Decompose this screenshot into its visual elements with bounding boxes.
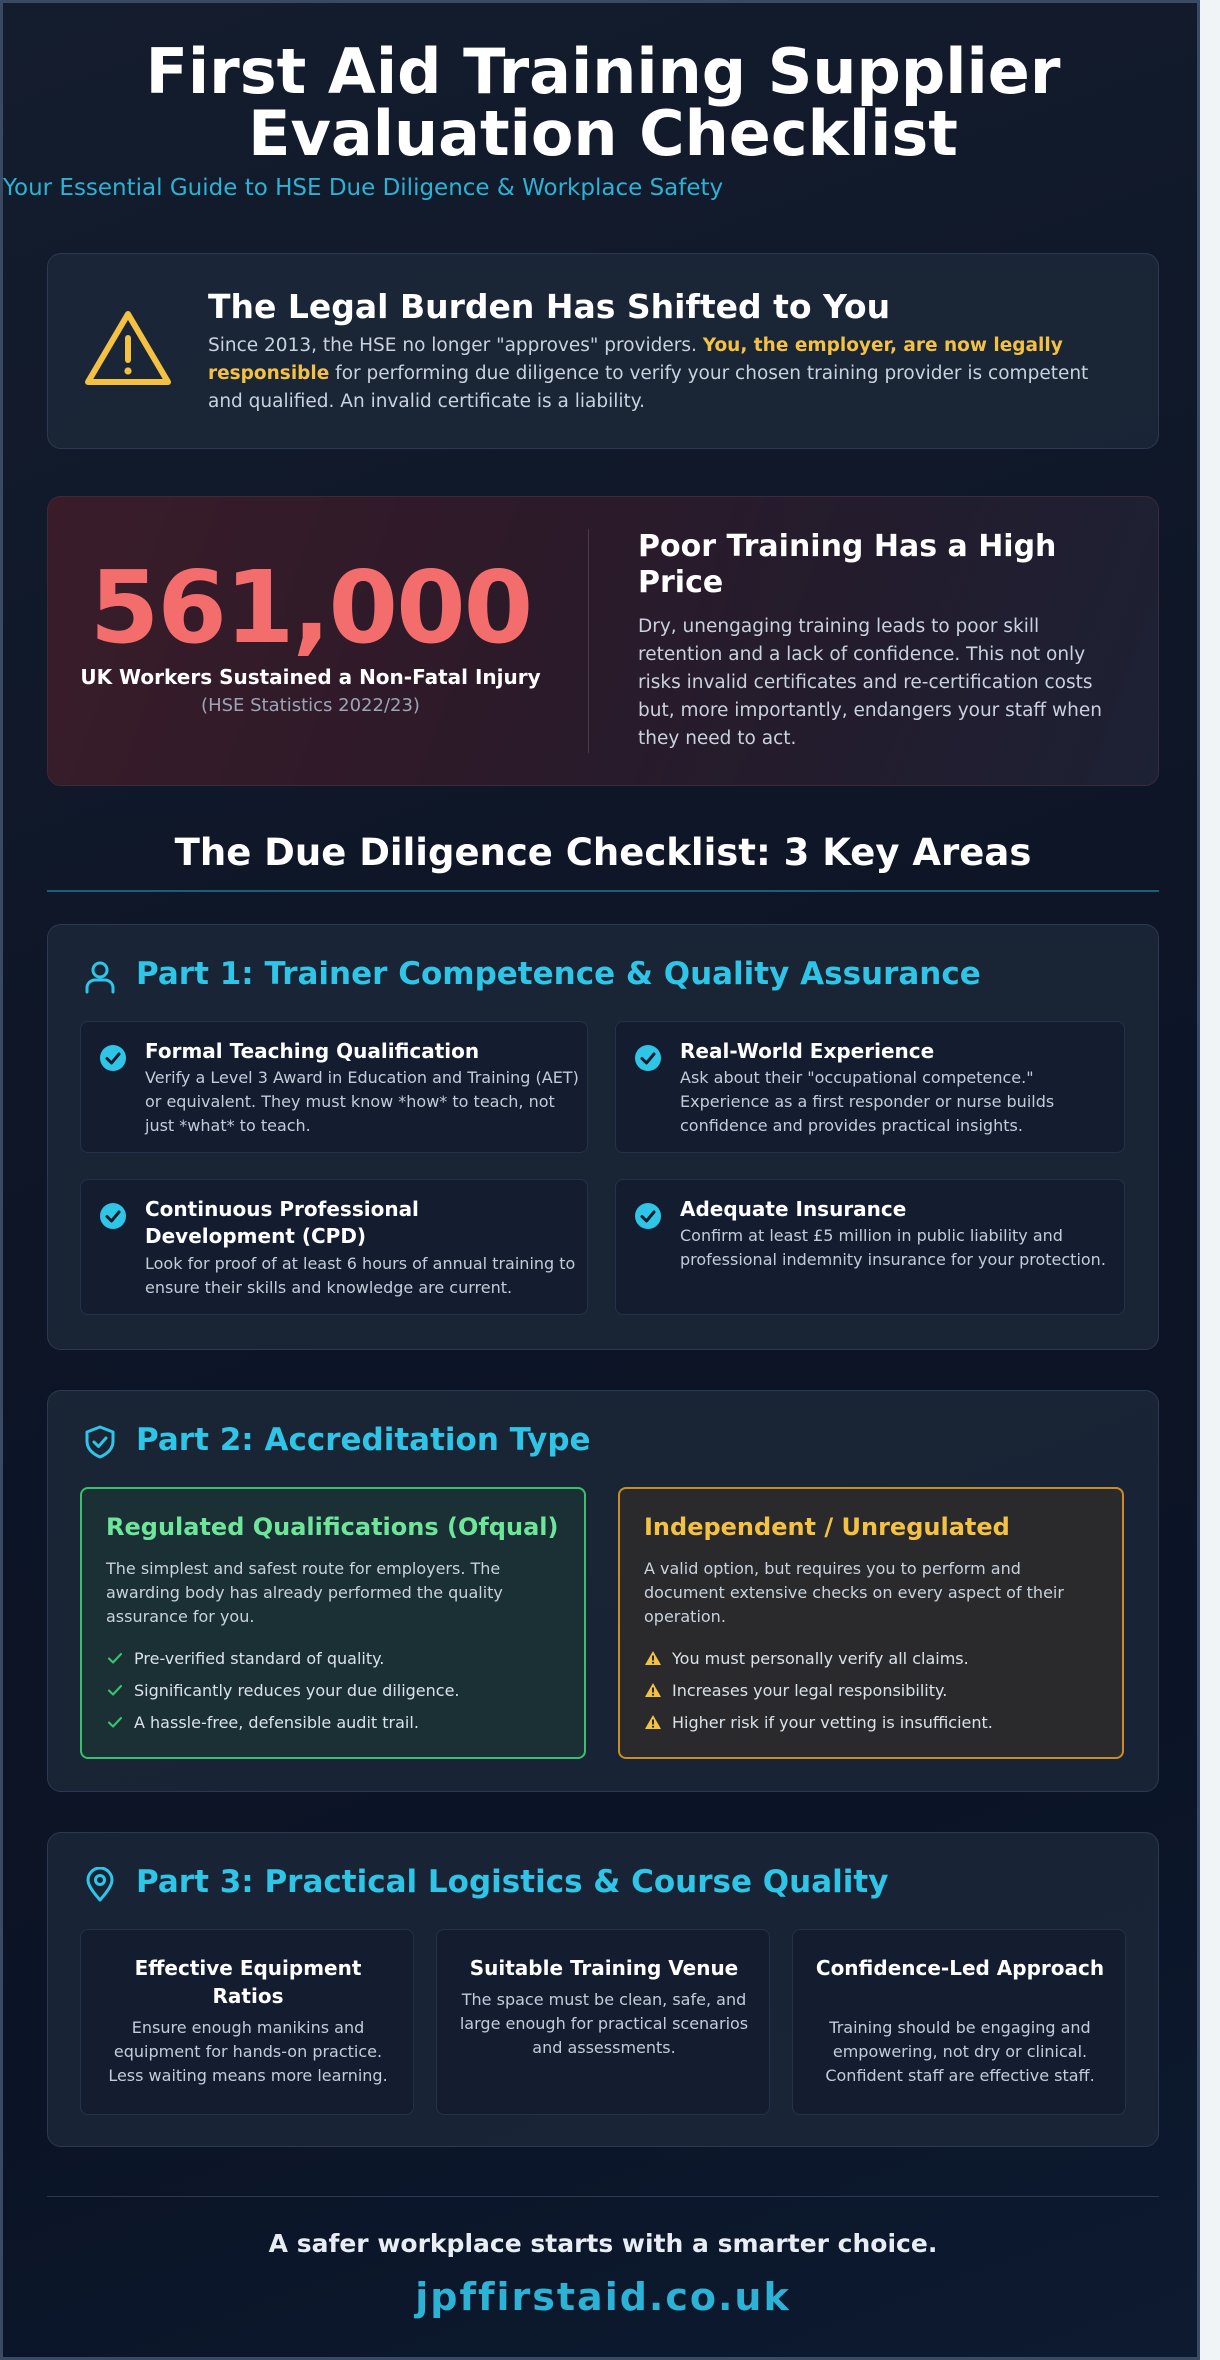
list-item	[106, 1675, 460, 1707]
list-item	[644, 1675, 993, 1707]
high-price-heading: Poor Training Has a High Price	[638, 529, 1057, 600]
check-circle-icon	[99, 1202, 127, 1230]
list-item	[106, 1643, 460, 1675]
part1-item-insurance	[615, 1179, 1125, 1315]
item-text: Training should be engaging and empowering, not dry or clinical. Confident staff are effective staff.	[825, 2018, 1095, 2085]
item-text: The space must be clean, safe, and large enough for practical scenarios and assessments.	[459, 1990, 749, 2057]
part2-card	[47, 1390, 1159, 1792]
independent-title: Independent / Unregulated	[644, 1513, 1010, 1541]
injury-source: (HSE Statistics 2022/23)	[201, 695, 420, 716]
warning-icon	[644, 1713, 662, 1731]
regulated-title: Regulated Qualifications (Ofqual)	[106, 1513, 559, 1541]
part1-card	[47, 924, 1159, 1350]
legal-heading: The Legal Burden Has Shifted to You	[208, 287, 891, 326]
regulated-text: The simplest and safest route for employers. The awarding body has already performed the quality assurance for you.	[106, 1559, 503, 1626]
list-item	[644, 1707, 993, 1739]
part3-card	[47, 1832, 1159, 2147]
legal-text-highlight: You, the employer, are now legally responsible	[208, 335, 1063, 384]
point-text: A hassle-free, defensible audit trail.	[134, 1713, 419, 1732]
item-title: Effective Equipment Ratios	[134, 1956, 362, 2008]
part2-title: Part 2: Accreditation Type	[136, 1422, 591, 1458]
part1-item-cpd	[80, 1179, 588, 1315]
regulated-box	[80, 1487, 586, 1759]
list-item	[106, 1707, 460, 1739]
check-circle-icon	[99, 1044, 127, 1072]
checkmark-icon	[106, 1713, 124, 1731]
item-text: Look for proof of at least 6 hours of annual training to ensure their skills and knowledge are current.	[145, 1254, 576, 1297]
point-text: You must personally verify all claims.	[672, 1649, 969, 1668]
map-pin-icon	[82, 1867, 118, 1903]
check-circle-icon	[634, 1044, 662, 1072]
title-line-1: First Aid Training Supplier	[145, 35, 1061, 108]
legal-text	[208, 332, 1128, 416]
page-title	[3, 35, 1203, 170]
legal-burden-card	[47, 253, 1159, 449]
item-title: Adequate Insurance	[680, 1197, 907, 1221]
shield-check-icon	[82, 1424, 118, 1460]
item-title: Continuous Professional Development (CPD)	[145, 1197, 419, 1248]
point-text: Higher risk if your vetting is insufficient.	[672, 1713, 993, 1732]
website-link[interactable]: jpffirstaid.co.uk	[415, 2275, 791, 2319]
part3-item-confidence	[792, 1929, 1126, 2115]
point-text: Pre-verified standard of quality.	[134, 1649, 385, 1668]
warning-icon	[644, 1681, 662, 1699]
legal-text-rest: for performing due diligence to verify your chosen training provider is competent and qualified. An invalid certificate is a liability.	[208, 363, 1089, 412]
point-text: Significantly reduces your due diligence.	[134, 1681, 460, 1700]
independent-text: A valid option, but requires you to perform and document extensive checks on every aspect of their operation.	[644, 1559, 1064, 1626]
title-line-2: Evaluation Checklist	[248, 97, 958, 170]
item-text: Ask about their "occupational competence." Experience as a first responder or nurse builds confidence and provides practical insights.	[680, 1068, 1055, 1135]
part3-item-equipment	[80, 1929, 414, 2115]
point-text: Increases your legal responsibility.	[672, 1681, 948, 1700]
item-title: Confidence-Led Approach	[815, 1956, 1105, 1980]
item-title: Real-World Experience	[680, 1039, 935, 1063]
regulated-list	[106, 1643, 460, 1739]
checkmark-icon	[106, 1681, 124, 1699]
item-text: Confirm at least £5 million in public liability and professional indemnity insurance for your protection.	[680, 1226, 1106, 1269]
warning-icon	[644, 1649, 662, 1667]
independent-list	[644, 1643, 993, 1739]
item-text: Verify a Level 3 Award in Education and Training (AET) or equivalent. They must know *how* to teach, not just *what* to teach.	[145, 1068, 579, 1135]
part1-item-experience	[615, 1021, 1125, 1153]
user-icon	[82, 959, 118, 995]
checkmark-icon	[106, 1649, 124, 1667]
footer-tagline: A safer workplace starts with a smarter choice.	[268, 2229, 938, 2258]
item-title: Formal Teaching Qualification	[145, 1039, 480, 1063]
part3-item-venue	[436, 1929, 770, 2115]
item-text: Ensure enough manikins and equipment for hands-on practice. Less waiting means more learning.	[108, 2018, 388, 2085]
check-circle-icon	[634, 1202, 662, 1230]
page-subtitle: Your Essential Guide to HSE Due Diligence & Workplace Safety	[3, 175, 724, 201]
stat-divider	[588, 529, 589, 753]
high-price-text: Dry, unengaging training leads to poor skill retention and a lack of confidence. This not only risks invalid certificates and re-certification costs but, more importantly, endangers your staff when they need to act.	[638, 616, 1102, 749]
checklist-title: The Due Diligence Checklist: 3 Key Areas	[174, 831, 1032, 874]
injury-label: UK Workers Sustained a Non-Fatal Injury	[80, 665, 541, 689]
part1-title: Part 1: Trainer Competence & Quality Assurance	[136, 956, 981, 992]
independent-box	[618, 1487, 1124, 1759]
part1-item-teaching	[80, 1021, 588, 1153]
part3-title: Part 3: Practical Logistics & Course Quality	[136, 1864, 889, 1900]
injury-stat-card	[47, 496, 1159, 786]
injury-count: 561,000	[89, 549, 532, 666]
list-item	[644, 1643, 993, 1675]
legal-text-intro: Since 2013, the HSE no longer "approves" providers.	[208, 335, 703, 356]
item-title: Suitable Training Venue	[469, 1956, 739, 1980]
warning-triangle-icon	[84, 308, 172, 388]
checklist-divider	[47, 890, 1159, 892]
footer-divider	[47, 2196, 1159, 2197]
